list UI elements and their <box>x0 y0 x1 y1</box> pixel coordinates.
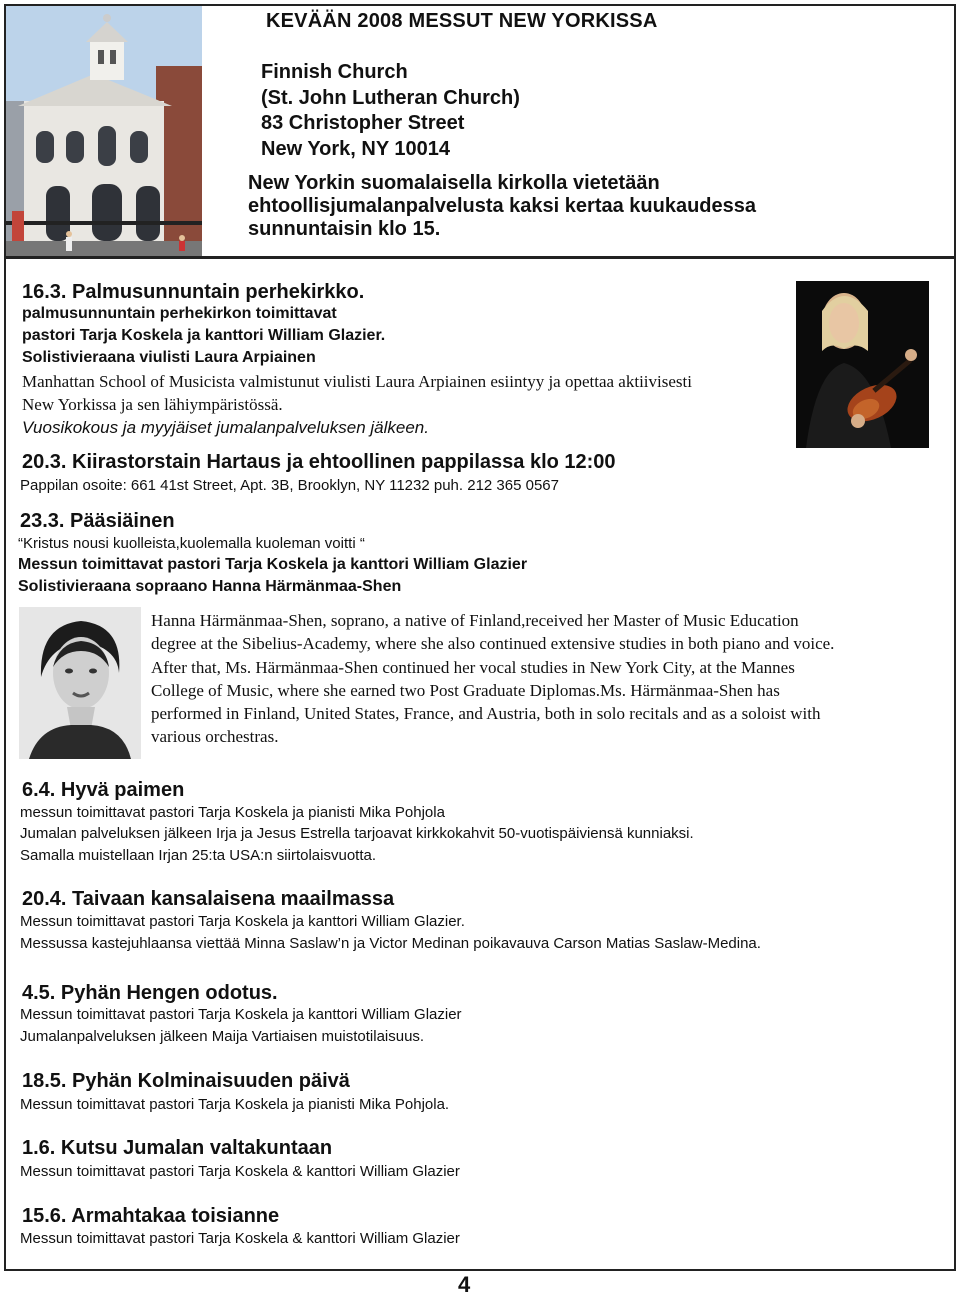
intro-line: ehtoollisjumalanpalvelusta kaksi kertaa kuukaudessa <box>248 195 757 217</box>
event-detail: Messun toimittavat pastori Tarja Koskela ja kanttori William Glazier <box>20 1006 462 1023</box>
violinist-photo <box>796 281 929 448</box>
page-number: 4 <box>458 1272 471 1297</box>
event-heading: 6.4. Hyvä paimen <box>22 779 185 801</box>
event-heading: 15.6. Armahtakaa toisianne <box>22 1205 280 1227</box>
event-detail: Solistivieraana viulisti Laura Arpiainen <box>22 349 316 366</box>
event-detail: Jumalanpalveluksen jälkeen Maija Vartiaisen muistotilaisuus. <box>20 1028 425 1045</box>
event-note: Vuosikokous ja myyjäiset jumalanpalveluksen jälkeen. <box>22 418 429 437</box>
event-heading: 18.5. Pyhän Kolminaisuuden päivä <box>22 1070 350 1092</box>
event-detail: Jumalan palveluksen jälkeen Irja ja Jesus Estrella tarjoavat kirkkokahvit 50-vuotispäiviensä kunniaksi. <box>20 825 694 842</box>
event-detail: Messun toimittavat pastori Tarja Koskela & kanttori William Glazier <box>20 1230 460 1247</box>
address-line: Finnish Church <box>261 61 408 83</box>
church-photo <box>6 6 202 256</box>
event-quote: “Kristus nousi kuolleista,kuolemalla kuoleman voitti “ <box>18 535 365 552</box>
bio-line: Hanna Härmänmaa-Shen, soprano, a native of Finland,received her Master of Music Education <box>151 611 799 630</box>
soprano-photo <box>19 607 141 759</box>
bio-line: performed in Finland, United States, France, and Austria, both in solo recitals and as a soloist with <box>151 704 821 724</box>
event-heading: 23.3. Pääsiäinen <box>20 510 175 532</box>
event-heading: 20.3. Kiirastorstain Hartaus ja ehtoollinen pappilassa klo 12:00 <box>22 451 616 473</box>
event-detail: Messussa kastejuhlaansa viettää Minna Saslaw’n ja Victor Medinan poikavauva Carson Matias Saslaw-Medina. <box>20 935 761 952</box>
event-heading: 1.6. Kutsu Jumalan valtakuntaan <box>22 1137 333 1159</box>
event-detail: Messun toimittavat pastori Tarja Koskela ja kanttori William Glazier. <box>20 913 465 930</box>
event-detail: Samalla muistellaan Irjan 25:ta USA:n siirtolaisvuotta. <box>20 847 377 864</box>
event-detail: messun toimittavat pastori Tarja Koskela ja pianisti Mika Pohjola <box>20 804 445 821</box>
intro-line: sunnuntaisin klo 15. <box>248 218 441 240</box>
event-detail: Messun toimittavat pastori Tarja Koskela ja kanttori William Glazier <box>18 556 528 573</box>
page-title: KEVÄÄN 2008 MESSUT NEW YORKISSA <box>266 10 658 32</box>
address-line: (St. John Lutheran Church) <box>261 86 520 109</box>
bio-line: College of Music, where she earned two Post Graduate Diplomas.Ms. Härmänmaa-Shen has <box>151 680 780 700</box>
event-heading: 20.4. Taivaan kansalaisena maailmassa <box>22 888 395 910</box>
intro-text <box>248 172 868 241</box>
intro-line: New Yorkin suomalaisella kirkolla vietetään <box>248 172 660 194</box>
event-detail: palmusunnuntain perhekirkon toimittavat <box>22 305 337 322</box>
church-address <box>261 60 520 162</box>
event-heading: 4.5. Pyhän Hengen odotus. <box>22 982 278 1004</box>
event-detail: Messun toimittavat pastori Tarja Koskela & kanttori William Glazier <box>20 1163 460 1180</box>
bio-line: After that, Ms. Härmänmaa-Shen continued her vocal studies in New York City, at the Mannes <box>151 657 795 677</box>
soloist-bio: New Yorkissa ja sen lähiympäristössä. <box>22 395 283 414</box>
address-line: New York, NY 10014 <box>261 137 451 160</box>
event-detail: Messun toimittavat pastori Tarja Koskela ja pianisti Mika Pohjola. <box>20 1096 450 1113</box>
bio-line: various orchestras. <box>151 727 279 747</box>
bio-line: degree at the Sibelius-Academy, where she also continued extensive studies in both piano and voice. <box>151 634 835 654</box>
address-line: 83 Christopher Street <box>261 112 465 134</box>
event-detail: Pappilan osoite: 661 41st Street, Apt. 3B, Brooklyn, NY 11232 puh. 212 365 0567 <box>20 477 559 494</box>
soloist-bio: Manhattan School of Musicista valmistunut viulisti Laura Arpiainen esiintyy ja opettaa aktiivisesti <box>22 372 692 391</box>
event-detail: pastori Tarja Koskela ja kanttori William Glazier. <box>22 327 386 344</box>
soprano-bio <box>151 609 941 749</box>
event-detail: Solistivieraana sopraano Hanna Härmänmaa-Shen <box>18 578 402 595</box>
event-heading: 16.3. Palmusunnuntain perhekirkko. <box>22 281 365 303</box>
